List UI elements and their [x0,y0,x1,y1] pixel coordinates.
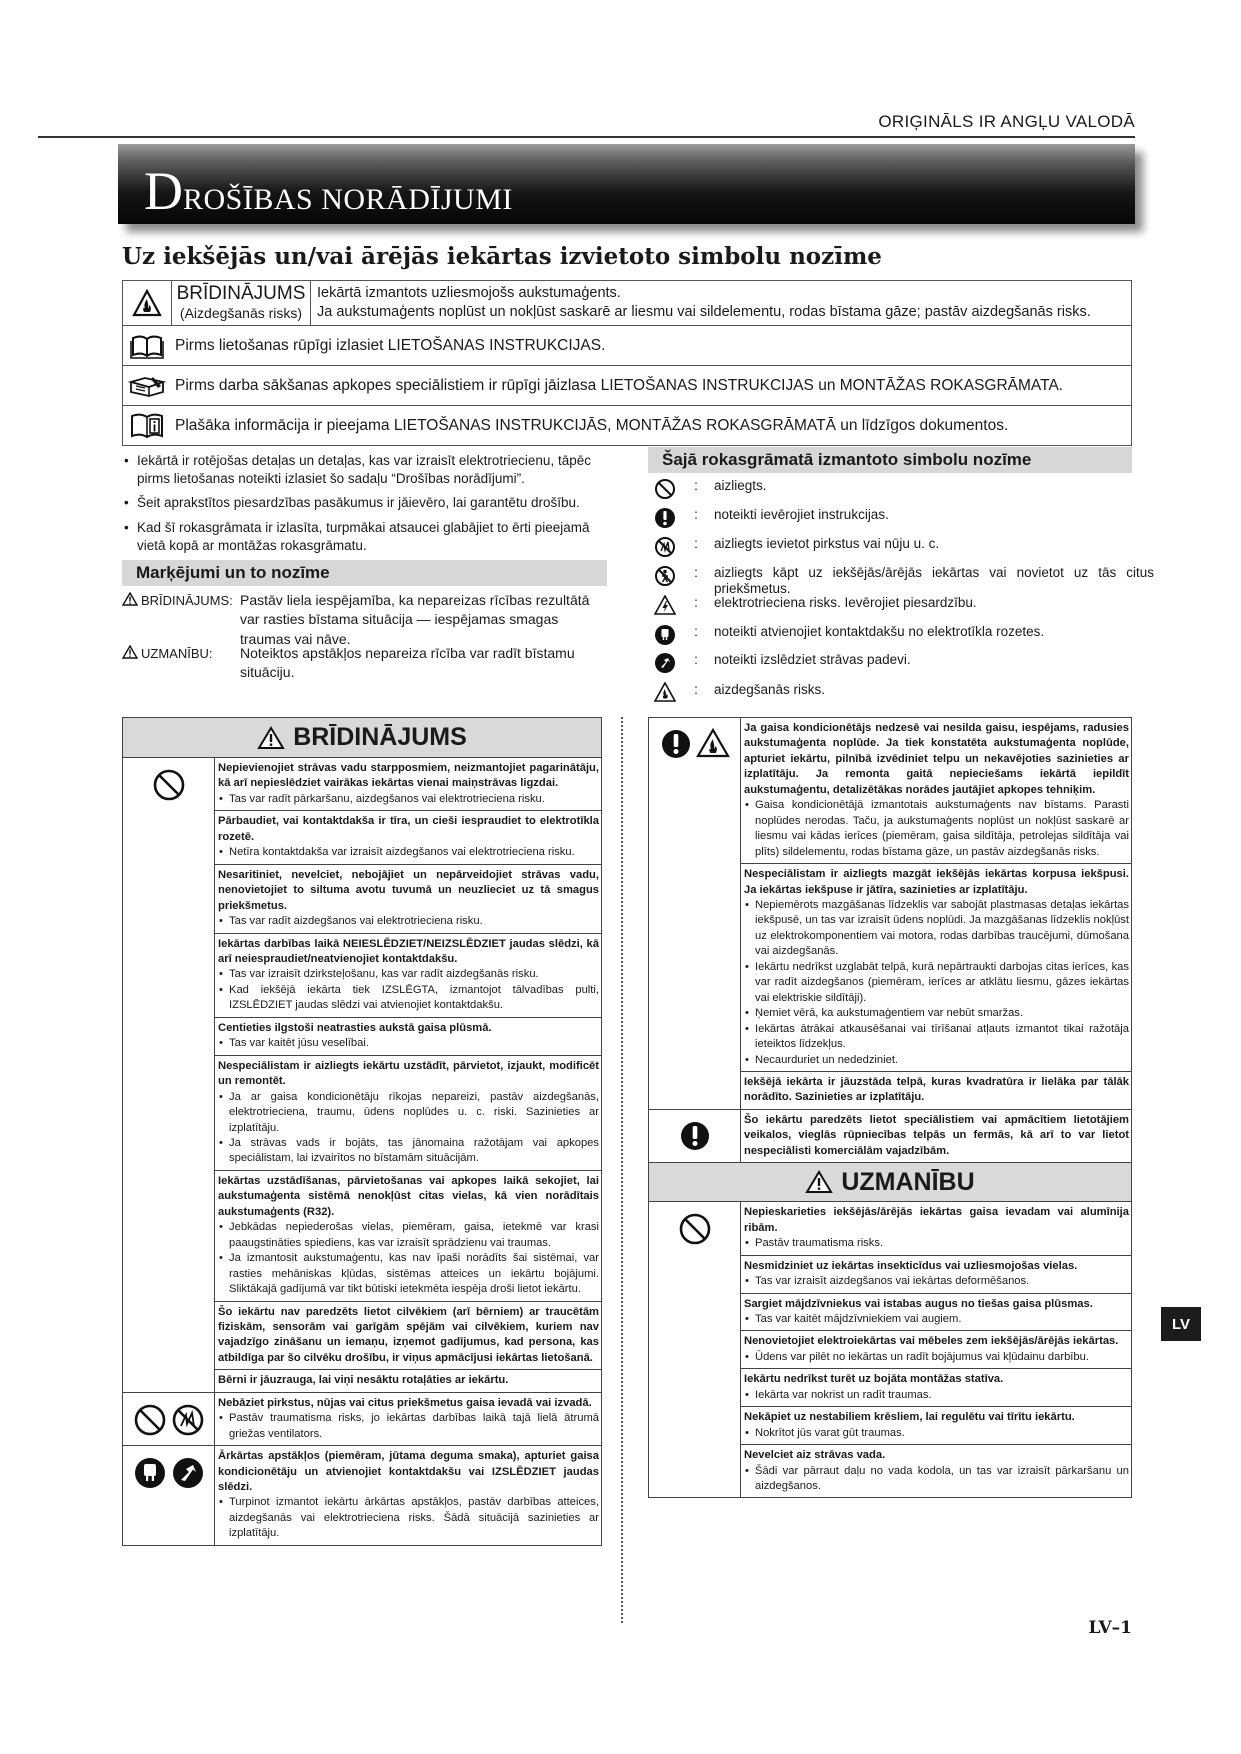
marking-warning [122,591,612,649]
warning-group-prohibited [123,758,601,1392]
flammable-warning-icon [123,281,171,325]
warning-label-text: BRĪDINĀJUMS [176,283,306,304]
manual-symbol-text: aizliegts. [714,478,767,493]
warning-item [741,1071,1131,1109]
symbol-colon: : [694,507,698,522]
intro-bullet-list [122,452,607,561]
warning-label: BRĪDINĀJUMS: [141,593,233,608]
manual-symbol-item [652,565,1154,596]
page-title [144,160,513,222]
symbol-row-read-manual [123,325,1131,365]
caution-item-title: Nepieskarieties iekšējās/ārējās iekārtas gaisa ievadam vai alumīnija ribām. [744,1206,1129,1234]
mandatory-icon [660,728,692,760]
caution-item [741,1330,1131,1368]
symbol-colon: : [694,595,698,610]
caution-item-title: Nekāpiet uz nestabiliem krēsliem, lai regulētu vai tīrītu iekārtu. [744,1411,1075,1424]
caution-item [741,1368,1131,1406]
caution-item-title: Nenovietojiet elektroiekārtas vai mēbeles zem iekšējās/ārējās iekārtas. [744,1335,1119,1348]
symbol-colon: : [694,624,698,639]
power-off-icon [652,652,678,676]
symbol-colon: : [694,565,698,580]
header-rule [38,136,1135,138]
warning-item [215,1369,601,1391]
warning-group-content [215,1393,601,1445]
manual-symbol-item [652,624,1154,648]
warning-group-icons [649,718,741,1109]
caution-item [741,1406,1131,1444]
intro-bullet: • Kad šī rokasgrāmata ir izlasīta, turpmākai atsaucei glabājiet to ērti pieejamā vietā kopā ar montāžas rokasgrāmatu. [122,519,607,555]
title-initial: D [144,161,183,221]
marking-caution-label [122,644,240,683]
manual-symbol-text: elektrotrieciena risks. Ievērojiet piesardzību. [714,595,977,610]
mandatory-icon [679,1120,711,1152]
warning-item-title: Iekārtas darbības laikā NEIESLĒDZIET/NEIZSLĒDZIET jaudas slēdzi, kā arī neiespraudiet/neatvienojiet kontaktdakšu. [218,937,599,965]
warning-group-usage [649,1109,1131,1162]
warning-item-bullet: • Gaisa kondicionētājā izmantotais aukstumaģents nav bīstams. Parasti noplūdes nerodas. Taču, ja aukstumaģents noplūst un nokļūst saskarē ar liesmu vai kādas ierīces (piemēram, gaisa sildītāja, petrolejas sildītāja vai plīts) sildelementu, rodas bīstama gāze, un pastāv aizdegšanās risks. [744,798,1129,860]
warning-group-content [215,1446,601,1545]
intro-bullet: • Iekārtā ir rotējošas detaļas un detaļas, kas var izraisīt elektrotriecienu, tāpēc pirms lietošanas noteikti izlasiet šo sadaļu “Drošības norādījumi”. [122,452,607,488]
fire-risk-icon [696,728,730,758]
no-fingers-icon [171,1403,205,1437]
warning-item-bullet: • Pastāv traumatisma risks, jo iekārtas darbības laikā tajā lielā ātrumā griežas ventilators. [218,1411,599,1442]
warning-item-bullet: • Necaurduriet un nededziniet. [744,1053,1129,1068]
manual-symbols-list [652,478,1154,708]
caution-item-bullet: • Nokrītot jūs varat gūt traumas. [744,1426,1129,1441]
symbol-colon: : [694,652,698,667]
symbol-row-info [123,405,1131,445]
manual-symbol-text: noteikti izslēdziet strāvas padevi. [714,652,911,667]
manual-symbol-item [652,595,1154,619]
warning-item [741,718,1131,863]
unplug-icon [133,1456,167,1490]
warning-group-icons [123,1393,215,1445]
caution-item-bullet: • Šādi var pārraut daļu no vada kodola, un tas var izraisīt pārkaršanu un aizdegšanos. [744,1464,1129,1495]
warning-item-title: Centieties ilgstoši neatrasties aukstā gaisa plūsmā. [218,1021,492,1034]
warning-heading-text: BRĪDINĀJUMS [293,723,467,751]
markings-title: Marķējumi un to nozīme [122,560,607,586]
unplug-icon [652,624,678,648]
warning-item-bullet: • Ja ar gaisa kondicionētāju rīkojas nepareizi, pastāv aizdegšanās, elektrotrieciena, traumu, ūdens noplūdes u. c. riski. Sazinieties ar izplatītāju. [218,1090,599,1136]
caution-item-title: Nesmidziniet uz iekārtas insekticīdus vai uzliesmojošas vielas. [744,1259,1078,1272]
caution-item-title: Sargiet mājdzīvniekus vai istabas augus no tiešas gaisa plūsmas. [744,1297,1093,1310]
warning-item-bullet: • Tas var radīt aizdegšanos vai elektrotrieciena risku. [218,914,599,929]
warning-item [215,758,601,810]
warning-item [741,1110,1131,1162]
caution-item-bullet: • Tas var izraisīt aizdegšanos vai iekārtas deformēšanos. [744,1274,1129,1289]
warning-item-bullet: • Ņemiet vērā, ka aukstumaģentiem var nebūt smaržas. [744,1006,1129,1021]
warning-triangle-icon [122,592,138,606]
language-tab: LV [1161,1307,1201,1341]
prohibited-icon [678,1212,712,1246]
warning-item-bullet: • Ja izmantosit aukstumaģentu, kas nav īpaši norādīts šai sistēmai, var rasties mehāniskas kļūdas, sistēmas atteices un iekārtu bojājumi. Sliktākajā gadījumā var tikt būtiski ietekmēta iespēja droši lietot iekārtu. [218,1251,599,1297]
warning-item [215,933,601,1017]
manual-symbol-item [652,536,1154,560]
warning-item-bullet: • Ja strāvas vads ir bojāts, tas jānomaina ražotājam vai apkopes speciālistam, lai izvairītos no bīstamām situācijām. [218,1136,599,1167]
warning-item [741,863,1131,1071]
marking-warning-label [122,591,240,649]
symbol-row-flammable [123,281,1131,325]
warning-item [215,864,601,933]
manual-symbol-text: aizdegšanās risks. [714,682,826,697]
caution-item [741,1202,1131,1254]
electric-shock-icon [652,595,678,619]
caution-item-bullet: • Tas var kaitēt mājdzīvniekiem vai augiem. [744,1312,1129,1327]
mandatory-icon [652,507,678,531]
warning-item-title: Iekārtas uzstādīšanas, pārvietošanas vai apkopes laikā sekojiet, lai aukstumaģenta sistēmā nenokļūst citas vielas, kā vien norādītais aukstumaģents (R32). [218,1174,599,1218]
warning-item-title: Nepievienojiet strāvas vadu starpposmiem, neizmantojiet pagarinātāju, kā arī nepieslēdziet vairākas iekārtas vienai maiņstrāvas ligzdai. [218,762,599,790]
info-book-icon [123,406,171,445]
symbol-row-service-manual [123,365,1131,405]
caution-group-icons [649,1202,741,1497]
warning-item-title: Nebāziet pirkstus, nūjas vai citus priekšmetus gaisa ievadā vai izvadā. [218,1396,592,1409]
warning-line-1: Iekārtā izmantots uzliesmojošs aukstumaģents. [317,285,621,302]
manual-symbol-text: noteikti ievērojiet instrukcijas. [714,507,889,522]
warning-item [215,1055,601,1170]
open-book-icon [123,326,171,365]
read-manual-text: Pirms lietošanas rūpīgi izlasiet LIETOŠANAS INSTRUKCIJAS. [175,336,606,354]
warning-item-title: Šo iekārtu paredzēts lietot speciālistiem vai apmācītiem lietotājiem veikalos, vieglās rūpniecības telpās un fermās, kā arī to var lietot nespeciālisti komerciālām vajadzībām. [744,1113,1129,1157]
column-divider [621,717,623,1623]
manual-symbol-text: aizliegts kāpt uz iekšējās/ārējās iekārtas vai novietot uz tās citus priekšmetus. [714,565,1154,596]
warning-item [215,1446,601,1545]
warning-item-bullet: • Tas var izraisīt dzirksteļošanu, kas var radīt aizdegšanās risku. [218,967,599,982]
caution-item-title: Nevelciet aiz strāvas vada. [744,1449,886,1462]
warning-item-title: Pārbaudiet, vai kontaktdakša ir tīra, un cieši iespraudiet to elektrotīkla rozetē. [218,815,599,843]
flammable-warning-text [311,284,1131,322]
warning-group-refrigerant [649,718,1131,1109]
warning-item [215,810,601,863]
page-number: LV–1 [1088,1618,1132,1638]
caution-item-bullet: • Iekārta var nokrist un radīt traumas. [744,1388,1129,1403]
warning-box-continued [648,717,1132,1498]
warning-item-title: Ārkārtas apstākļos (piemēram, jūtama deguma smaka), apturiet gaisa kondicionētāju un atvienojiet kontaktdakšu vai IZSLĒDZIET jaudas slēdzi. [218,1450,599,1494]
service-manual-text: Pirms darba sākšanas apkopes speciālistiem ir rūpīgi jāizlasa LIETOŠANAS INSTRUKCIJAS un MONTĀŽAS ROKASGRĀMATA. [175,376,1064,394]
caution-item [741,1255,1131,1293]
manual-symbol-text: aizliegts ievietot pirkstus vai nūju u. c. [714,536,940,551]
warning-group-icons [649,1110,741,1162]
warning-item-bullet: • Netīra kontaktdakša var izraisīt aizdegšanos vai elektrotrieciena risku. [218,845,599,860]
warning-item [215,1017,601,1055]
no-fingers-icon [652,536,678,560]
warning-triangle-icon [805,1170,833,1194]
unit-symbols-table [122,280,1132,446]
warning-item-bullet: • Tas var kaitēt jūsu veselībai. [218,1036,599,1051]
warning-item-bullet: • Iekārtu nedrīkst uzglabāt telpā, kurā nepārtraukti darbojas citas ierīces, kas var radīt aizdegšanos (piemēram, ierīces ar atklātu liesmu, gāzes iekārtas vai elektriskie sildītāji). [744,960,1129,1006]
service-manual-icon [123,366,171,405]
warning-item-title: Iekšējā iekārta ir jāuzstāda telpā, kuras kvadratūra ir lielāka par tālāk norādīto. Sazinieties ar izplatītāju. [744,1075,1129,1104]
warning-group-content [741,1110,1131,1162]
caution-item-title: Iekārtu nedrīkst turēt uz bojāta montāžas statīva. [744,1373,1004,1386]
caution-item-bullet: • Ūdens var pilēt no iekārtas un radīt bojājumus vai kļūdainu darbību. [744,1350,1129,1365]
warning-group-content [741,718,1131,1109]
title-rest: ROŠĪBAS NORĀDĪJUMI [183,183,513,216]
manual-symbol-text: noteikti atvienojiet kontaktdakšu no elektrotīkla rozetes. [714,624,1045,639]
prohibited-icon [652,478,678,502]
warning-group-fingers [123,1392,601,1445]
markings-list [122,591,612,681]
caution-description: Noteiktos apstākļos nepareiza rīcība var radīt bīstamu situāciju. [240,645,575,681]
manual-symbol-item [652,478,1154,502]
warning-description: Pastāv liela iespējamība, ka nepareizas rīcības rezultātā var rasties bīstama situācija — iespējamas smagas traumas vai nāve. [240,592,590,647]
caution-item [741,1444,1131,1497]
warning-group-content [215,758,601,1392]
warning-item-bullet: • Iekārtas ātrākai atkausēšanai vai tīrīšanai atļauts izmantot tikai ražotāja ieteiktos līdzekļus. [744,1022,1129,1053]
power-off-icon [171,1456,205,1490]
symbol-colon: : [694,536,698,551]
caution-box-heading [649,1162,1131,1202]
fire-risk-icon [652,682,678,706]
caution-group-content [741,1202,1131,1497]
warning-line-2: Ja aukstumaģents noplūst un nokļūst saskarē ar liesmu vai sildelementu, rodas bīstama gāze; pastāv aizdegšanās risks. [317,304,1091,320]
caution-item-bullet: • Pastāv traumatisma risks. [744,1236,1129,1251]
warning-item [215,1170,601,1301]
warning-group-emergency [123,1445,601,1545]
title-banner [118,144,1135,224]
warning-item-bullet: • Jebkādas nepiederošas vielas, piemēram, gaisa, ietekmē var krasi paaugstināties spiediens, kas var izraisīt sprādzienu vai traumas. [218,1220,599,1251]
warning-sub-text: (Aizdegšanās risks) [179,304,303,321]
warning-item-title: Ja gaisa kondicionētājs nedzesē vai nesilda gaisu, iespējams, radusies aukstumaģenta noplūde. Ja tiek konstatēta aukstumaģenta noplūde, apturiet iekārtu, pilnībā izvēdiniet telpu un nekavējoties sazinieties ar izplatītāju. Ja remonta gaitā nepieciešams iekārtā iepildīt aukstumaģentu, detalizētākas norādes jautājiet apkopes tehniķim. [744,722,1129,796]
warning-item [215,1393,601,1445]
no-climbing-icon [652,565,678,589]
caution-item [741,1293,1131,1331]
intro-bullet: • Šeit aprakstītos piesardzības pasākumus ir jāievēro, lai garantētu drošību. [122,494,607,512]
warning-triangle-icon [257,726,285,750]
warning-item-title: Šo iekārtu nav paredzēts lietot cilvēkiem (arī bērniem) ar traucētām fiziskām, sensorām vai garīgām spējām vai cilvēkiem, kuriem nav vajadzīgo zināšanu un iemaņu, izņemot gadījumus, kad persona, kas atbildīga par šo cilvēku drošību, ir viņus apmācījusi iekārtas lietošanā. [218,1305,599,1364]
warning-group-icons [123,1446,215,1545]
manual-symbols-title: Šajā rokasgrāmatā izmantoto simbolu nozīme [648,447,1132,473]
caution-label: UZMANĪBU: [141,646,213,661]
marking-caution [122,644,612,683]
warning-item-title: Nesaritiniet, nevelciet, nebojājiet un nepārveidojiet strāvas vadu, nenovietojiet to siltuma avotu tuvumā un neuzlieciet uz tā smagus priekšmetus. [218,868,599,912]
flammable-warning-label [171,281,311,325]
warning-item-bullet: • Tas var radīt pārkaršanu, aizdegšanos vai elektrotrieciena risku. [218,792,599,807]
symbol-colon: : [694,478,698,493]
manual-symbol-item [652,682,1154,706]
caution-group [649,1202,1131,1497]
symbol-colon: : [694,682,698,697]
warning-group-icons [123,758,215,1392]
warning-item-bullet: • Kad iekšējā iekārta tiek IZSLĒGTA, izmantojot tālvadības pulti, IZSLĒDZIET jaudas slēdzi vai atvienojiet kontaktdakšu. [218,983,599,1014]
prohibited-icon [133,1403,167,1437]
warning-item-title: Nespeciālistam ir aizliegts mazgāt iekšējās iekārtas korpusa iekšpusi. Ja iekārtas iekšpuse ir jātīra, sazinieties ar izplatītāju. [744,868,1129,896]
symbols-section-title: Uz iekšējās un/vai ārējās iekārtas izvietoto simbolu nozīme [122,243,882,270]
warning-item-title: Bērni ir jāuzrauga, lai viņi nesāktu rotaļāties ar iekārtu. [218,1374,509,1387]
manual-symbol-item [652,507,1154,531]
warning-item [215,1301,601,1370]
prohibited-icon [152,768,186,802]
warning-triangle-icon [122,645,138,659]
info-text: Plašāka informācija ir pieejama LIETOŠANAS INSTRUKCIJĀS, MONTĀŽAS ROKASGRĀMATĀ un līdzīgos dokumentos. [175,416,1009,434]
caution-heading-text: UZMANĪBU [841,1167,975,1196]
manual-symbol-item [652,652,1154,676]
warning-item-bullet: • Turpinot izmantot iekārtu ārkārtas apstākļos, pastāv darbības atteices, aizdegšanās vai elektrotrieciena risks. Šādā situācijā sazinieties ar izplatītāju. [218,1495,599,1541]
warning-item-title: Nespeciālistam ir aizliegts iekārtu uzstādīt, pārvietot, izjaukt, modificēt un remontēt. [218,1059,599,1088]
warning-box [122,717,602,1546]
original-language-note: ORIĢINĀLS IR ANGĻU VALODĀ [878,112,1135,131]
warning-box-heading [123,718,601,758]
warning-item-bullet: • Nepiemērots mazgāšanas līdzeklis var sabojāt plastmasas detaļas iekārtas iekšpusē, un tas var izraisīt ūdens noplūdi. Ja mazgāšanas līdzeklis nokļūst uz elektrokomponentiem vai motora, rodas darbības traucējumi, dūmošana vai aizdegšanās. [744,898,1129,960]
